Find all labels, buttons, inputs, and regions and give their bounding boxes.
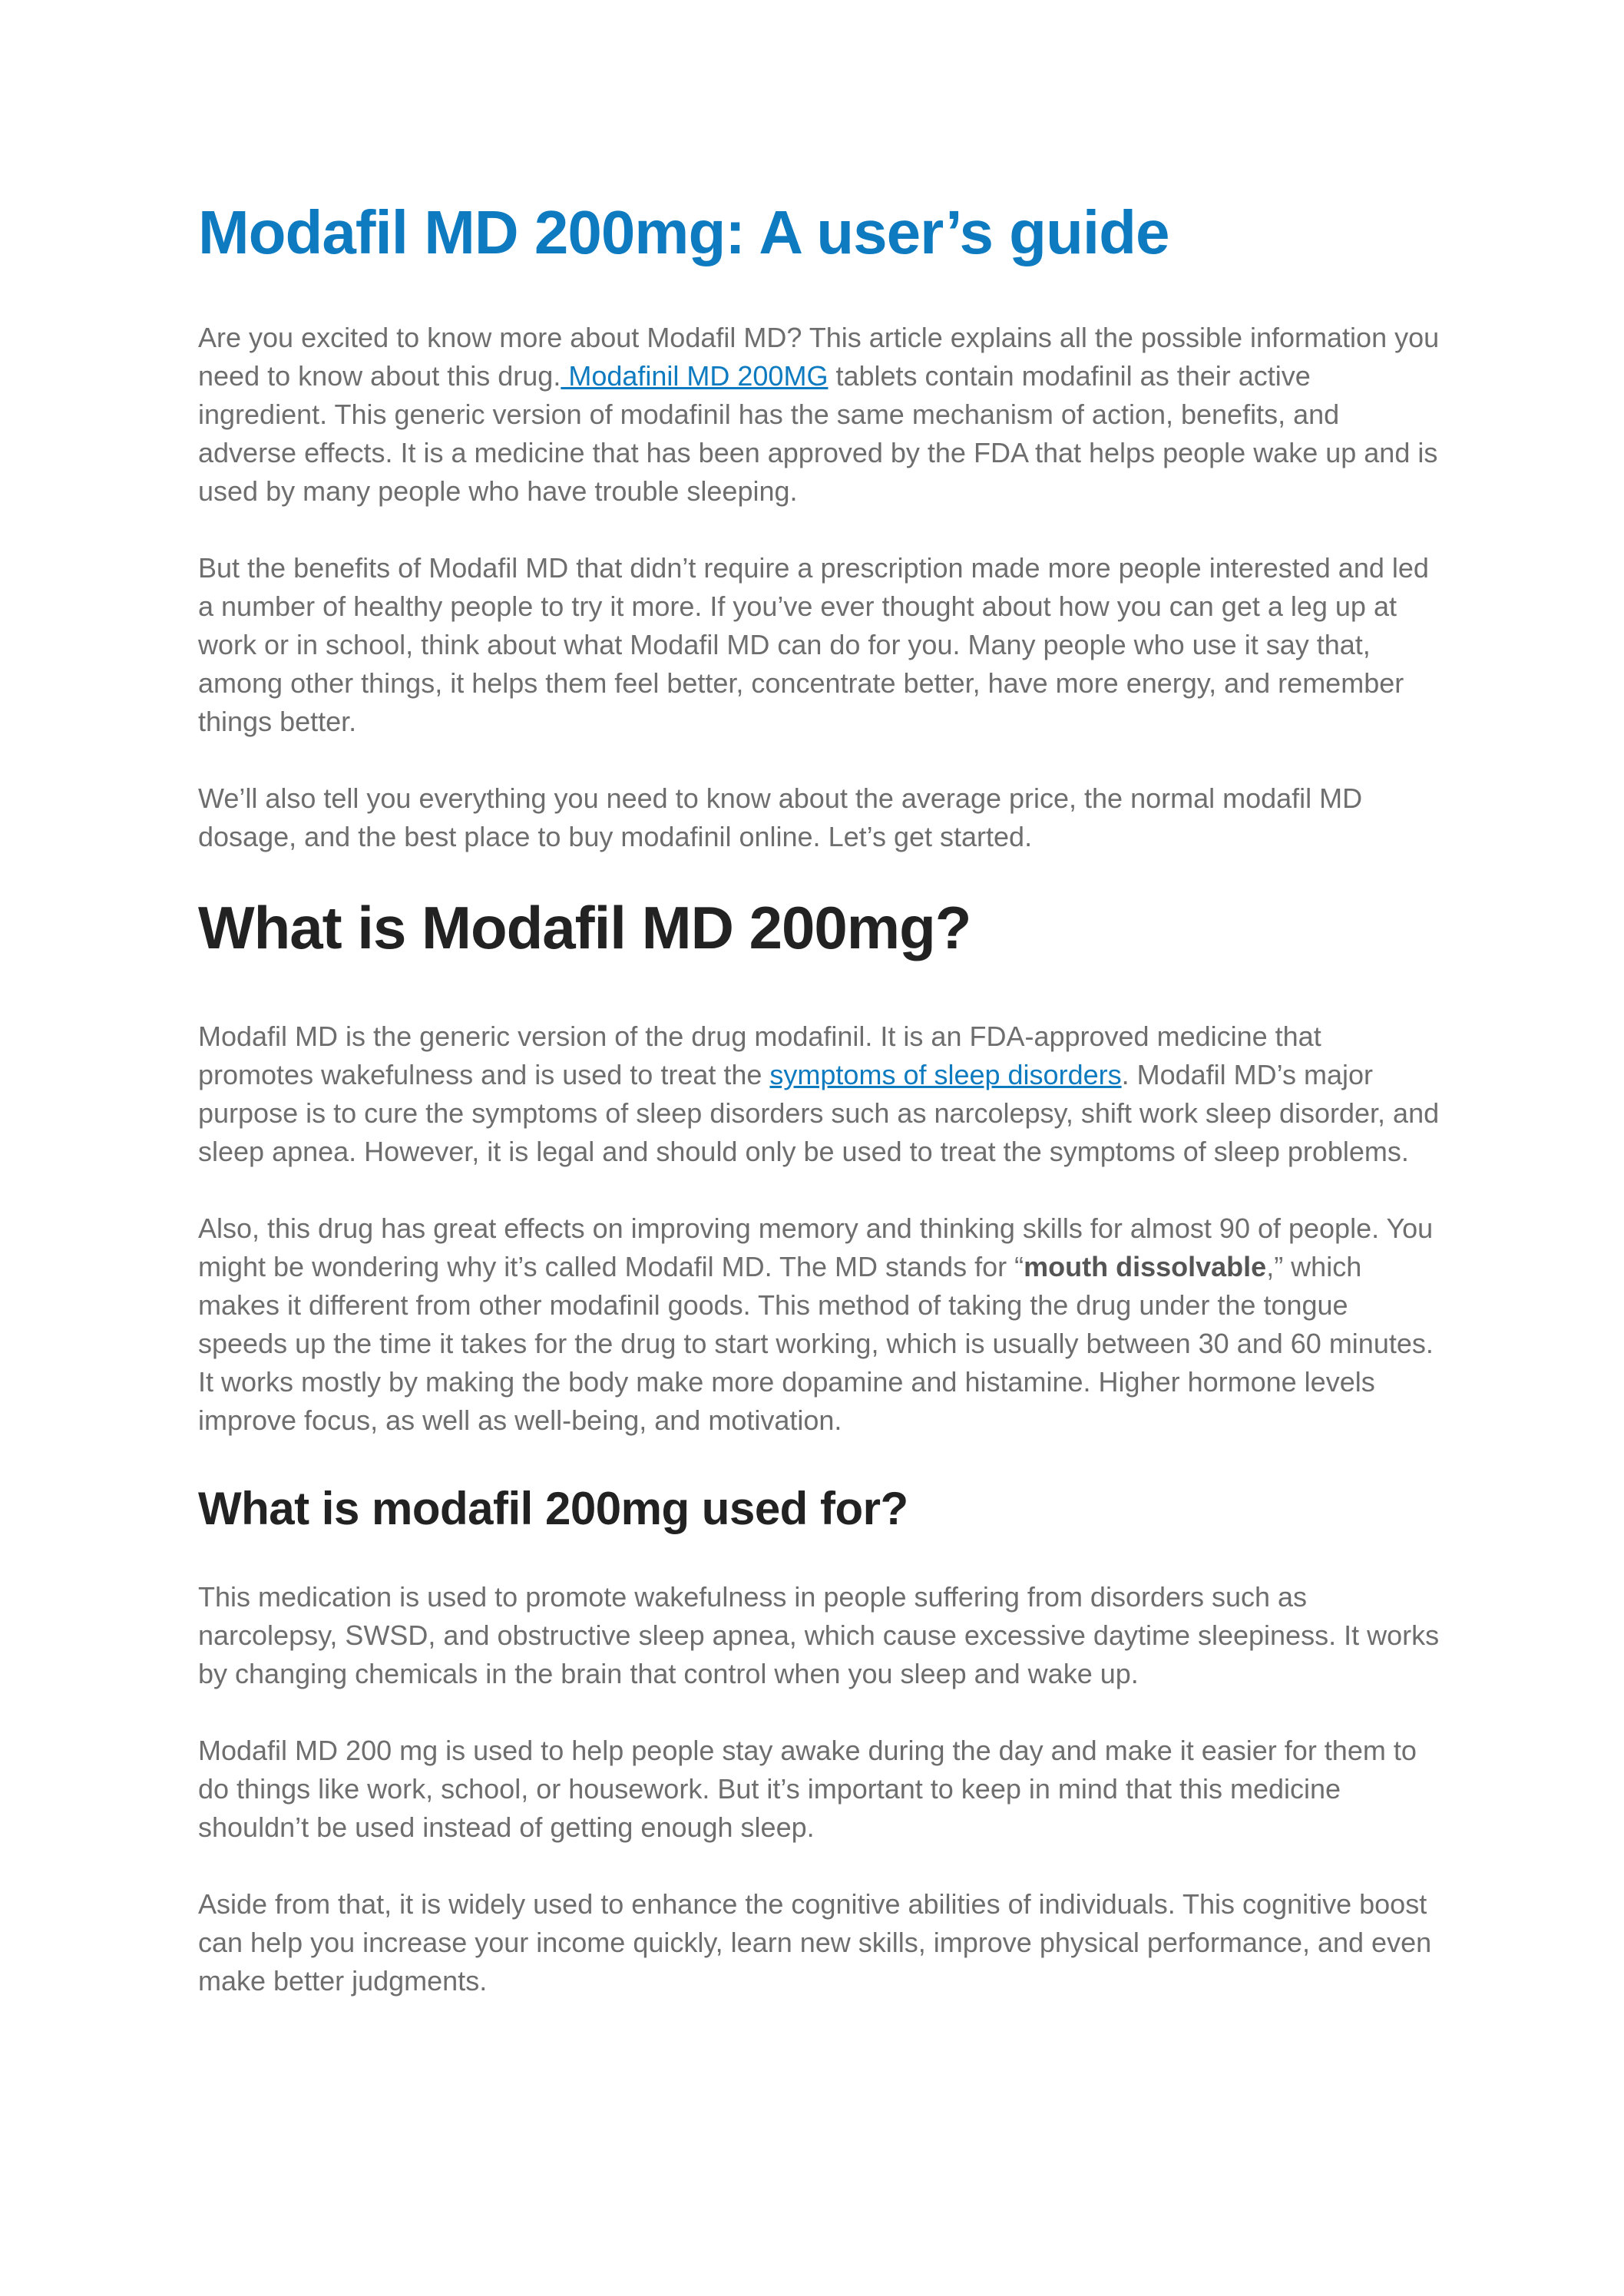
section1-paragraph-1	[198, 1017, 1442, 1171]
intro-paragraph-2: But the benefits of Modafil MD that didn’t require a prescription made more people interested and led a number of healthy people to try it more. If you’ve ever thought about how you can get a leg up at work or in school, think about what Modafil MD can do for you. Many people who use it say that, among other things, it helps them feel better, concentrate better, have more energy, and remember things better.	[198, 552, 1429, 737]
section1-p1-text-before-link: Modafil MD is the generic version of the drug modafinil. It is an FDA-approved medicine that promotes wakefulness and is used to treat the	[198, 1021, 1321, 1090]
section2-paragraph-2: Modafil MD 200 mg is used to help people stay awake during the day and make it easier for them to do things like work, school, or housework. But it’s important to keep in mind that this medicine shouldn’t be used instead of getting enough sleep.	[198, 1735, 1417, 1843]
section1-p1-text-after-link: . Modafil MD’s major purpose is to cure the symptoms of sleep disorders such as narcolepsy, shift work sleep disorder, and sleep apnea. However, it is legal and should only be used to treat the symptoms of sleep problems.	[198, 1059, 1440, 1167]
modafinil-md-200mg-link[interactable]: Modafinil MD 200MG	[561, 360, 829, 392]
section1-p2-text-before-bold: Also, this drug has great effects on improving memory and thinking skills for almost 90 of people. You might be wondering why it’s called Modafil MD. The MD stands for “	[198, 1213, 1434, 1282]
mouth-dissolvable-emphasis: mouth dissolvable	[1024, 1251, 1267, 1282]
intro-paragraph-3: We’ll also tell you everything you need to know about the average price, the normal modafil MD dosage, and the best place to buy modafinil online. Let’s get started.	[198, 782, 1363, 852]
intro-p1-text-after-link: tablets contain modafinil as their active ingredient. This generic version of modafinil has the same mechanism of action, benefits, and adverse effects. It is a medicine that has been approved by the FDA that helps people wake up and is used by many people who have trouble sleeping.	[198, 360, 1438, 507]
page-title: Modafil MD 200mg: A user’s guide	[198, 198, 1169, 266]
symptoms-of-sleep-disorders-link[interactable]: symptoms of sleep disorders	[769, 1059, 1122, 1090]
article	[198, 196, 1442, 2000]
intro-paragraph-1	[198, 319, 1442, 511]
section-heading-what-is: What is Modafil MD 200mg?	[198, 894, 971, 961]
section-heading-used-for: What is modafil 200mg used for?	[198, 1483, 908, 1534]
section2-paragraph-1: This medication is used to promote wakefulness in people suffering from disorders such as narcolepsy, SWSD, and obstructive sleep apnea, which cause excessive daytime sleepiness. It works by changing chemicals in the brain that control when you sleep and wake up.	[198, 1581, 1440, 1689]
section1-p2-text-after-bold: ,” which makes it different from other modafinil goods. This method of taking the drug under the tongue speeds up the time it takes for the drug to start working, which is usually between 30 and 60 minutes. It works mostly by making the body make more dopamine and histamine. Higher hormone levels improve focus, as well as well-being, and motivation.	[198, 1251, 1434, 1436]
intro-p1-text-before-link: Are you excited to know more about Modafil MD? This article explains all the possible information you need to know about this drug.	[198, 322, 1440, 392]
section1-paragraph-2	[198, 1209, 1442, 1440]
section2-paragraph-3: Aside from that, it is widely used to enhance the cognitive abilities of individuals. This cognitive boost can help you increase your income quickly, learn new skills, improve physical performance, and even make better judgments.	[198, 1888, 1432, 1997]
